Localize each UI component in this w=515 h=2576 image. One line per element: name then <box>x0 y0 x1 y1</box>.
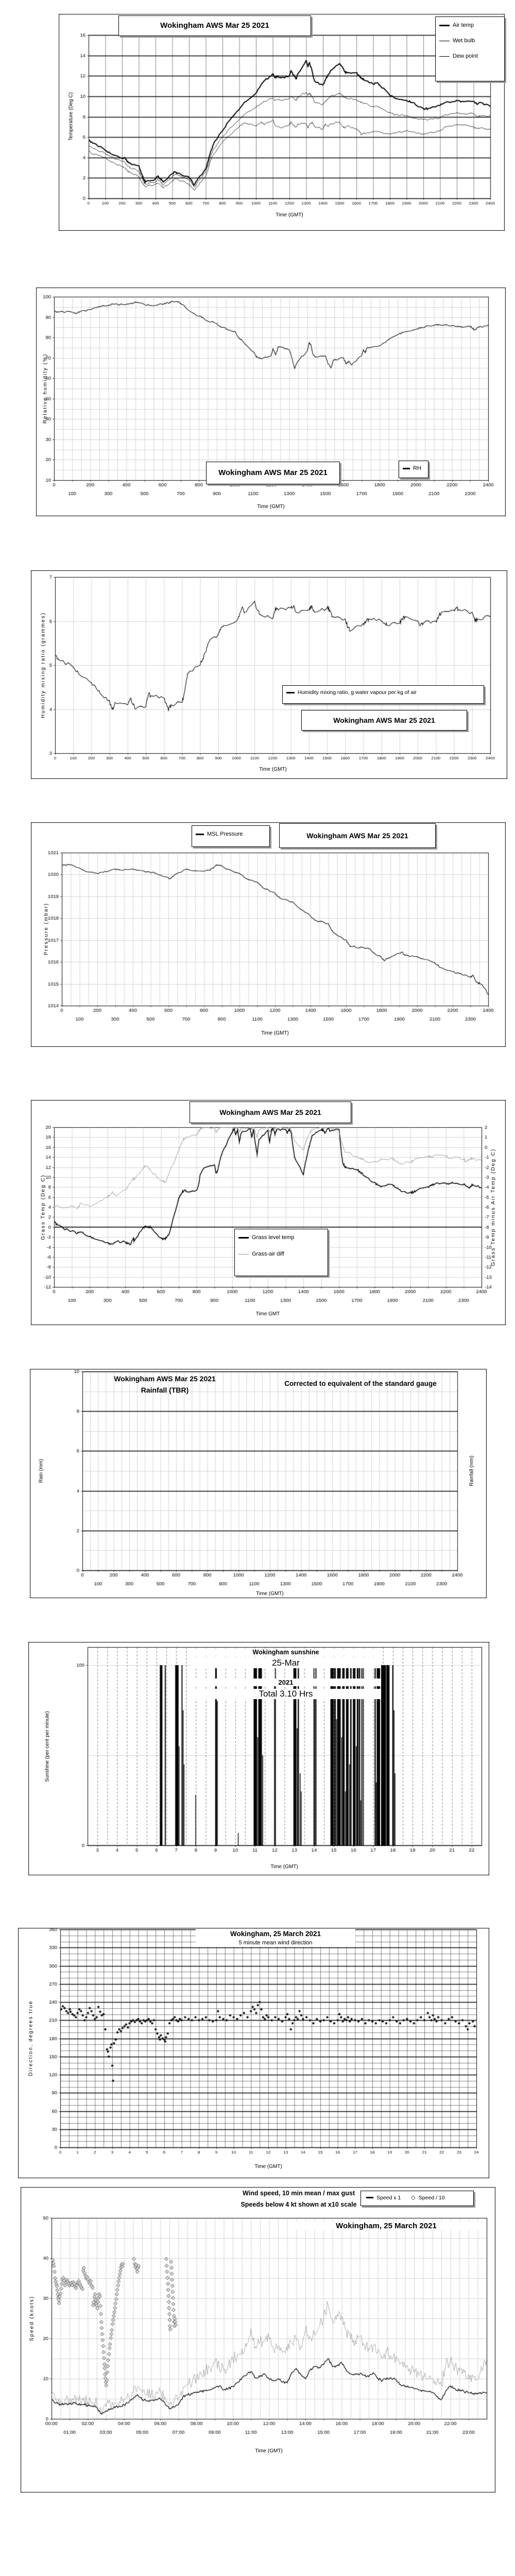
grass-temp-y-axis-label: Grass Temp (Deg C) <box>40 1174 46 1240</box>
legend-item-wet-bulb: Wet bulb <box>436 37 504 45</box>
rh-x-axis-label: Time (GMT) <box>257 504 285 510</box>
pressure-chart-canvas <box>31 822 506 1047</box>
rainfall-chart-title-line1: Wokingham AWS Mar 25 2021 <box>114 1375 216 1383</box>
wind-speed-x-axis-label: Time (GMT) <box>255 2448 283 2454</box>
grass-temp-chart-canvas <box>31 1100 506 1325</box>
temperature-legend <box>435 16 505 81</box>
wind-speed-y-axis-label: Speed (knots) <box>29 2295 35 2342</box>
pressure-y-axis-label: Pressure (mbar) <box>43 902 49 956</box>
mixing-ratio-legend <box>282 685 484 704</box>
grass-air-diff-line-icon <box>238 1254 249 1255</box>
mixing-ratio-chart-canvas <box>31 570 507 779</box>
mixing-ratio-chart-title: Wokingham AWS Mar 25 2021 <box>301 710 467 731</box>
sunshine-chart-date: 25-Mar <box>191 1658 381 1668</box>
speed-x1-line-icon <box>366 2197 373 2198</box>
wind-direction-chart-canvas <box>18 1928 489 2178</box>
dew-point-line-icon <box>439 56 450 57</box>
wind-speed-chart-title: Wokingham, 25 March 2021 <box>291 2222 482 2230</box>
legend-item-grass-air-diff: Grass-air diff <box>235 1250 328 1258</box>
wind-speed-legend: Speed x 1 ◇ Speed / 10 <box>360 2191 474 2206</box>
wind-direction-chart-title: Wokingham, 25 March 2021 <box>230 1930 321 1938</box>
sunshine-chart-year: 2021 <box>191 1679 381 1686</box>
grass-temp-chart-title: Wokingham AWS Mar 25 2021 <box>190 1101 351 1123</box>
temperature-x-axis-label: Time (GMT) <box>276 212 303 218</box>
rainfall-chart-canvas <box>30 1369 487 1598</box>
rainfall-chart-note: Corrected to equivalent of the standard gauge <box>284 1380 437 1387</box>
legend-item-msl-pressure: MSL Pressure <box>192 826 269 838</box>
msl-pressure-line-icon <box>196 834 204 835</box>
wind-speed-header-line1: Wind speed, 10 min mean / max gust <box>243 2190 355 2197</box>
legend-item-air-temp: Air temp <box>436 21 504 29</box>
rainfall-y2-axis-label: Rainfall (mm) <box>469 1455 475 1486</box>
wind-speed-header-line2: Speeds below 4 kt shown at x10 scale <box>241 2201 357 2208</box>
rh-y-axis-label: Relative humidity (%) <box>42 353 48 424</box>
legend-item-mixing-ratio: Humidity mixing ratio, g water vapour per kg of air <box>283 686 484 697</box>
rainfall-chart-title-line2: Rainfall (TBR) <box>141 1386 189 1394</box>
grass-temp-line-icon <box>238 1237 249 1239</box>
speed-div10-diamond-icon: ◇ <box>411 2195 416 2201</box>
sunshine-x-axis-label: Time (GMT) <box>270 1864 298 1870</box>
grass-temp-legend <box>234 1229 328 1276</box>
rain-y-axis-label: Rain (mm) <box>38 1459 44 1483</box>
wind-direction-x-axis-label: Time (GMT) <box>254 2164 282 2170</box>
wind-direction-title-block <box>196 1929 355 1947</box>
rh-line-icon <box>403 468 410 469</box>
rainfall-x-axis-label: Time (GMT) <box>256 1591 284 1597</box>
grass-temp-x-axis-label: Time GMT <box>255 1311 280 1317</box>
legend-item-dew-point: Dew point <box>436 52 504 60</box>
wind-speed-chart-canvas <box>21 2187 495 2493</box>
air-temp-line-icon <box>439 25 450 26</box>
temperature-y-axis-label: Temperature (Deg C) <box>68 92 74 141</box>
mixing-ratio-x-axis-label: Time (GMT) <box>259 767 287 772</box>
rh-legend <box>399 461 428 478</box>
mixing-ratio-y-axis-label: Humidity mixing ratio (grammes) <box>40 612 46 718</box>
sunshine-chart-title: Wokingham sunshine <box>191 1649 381 1656</box>
wind-direction-chart-subtitle: 5 minute mean wind direction <box>238 1940 313 1946</box>
sunshine-y-axis-label: Sunshine (per cent per minute) <box>44 1711 50 1782</box>
wind-direction-y-axis-label: Direction, degrees true <box>28 2000 34 2076</box>
pressure-legend <box>192 825 270 847</box>
rh-chart-title: Wokingham AWS Mar 25 2021 <box>206 462 340 484</box>
pressure-x-axis-label: Time (GMT) <box>261 1030 289 1036</box>
sunshine-chart-total: Total 3.10 Hrs <box>191 1689 381 1699</box>
pressure-chart-title: Wokingham AWS Mar 25 2021 <box>279 823 436 848</box>
mixing-ratio-line-icon <box>286 692 295 693</box>
temperature-chart-title: Wokingham AWS Mar 25 2021 <box>118 15 311 36</box>
legend-item-grass-level-temp: Grass level temp <box>235 1233 328 1242</box>
sunshine-chart-canvas <box>28 1642 489 1875</box>
grass-air-diff-y2-axis-label: Grass Temp minus Air Temp (Deg C) <box>490 1148 496 1266</box>
legend-item-rh: RH <box>399 461 428 472</box>
